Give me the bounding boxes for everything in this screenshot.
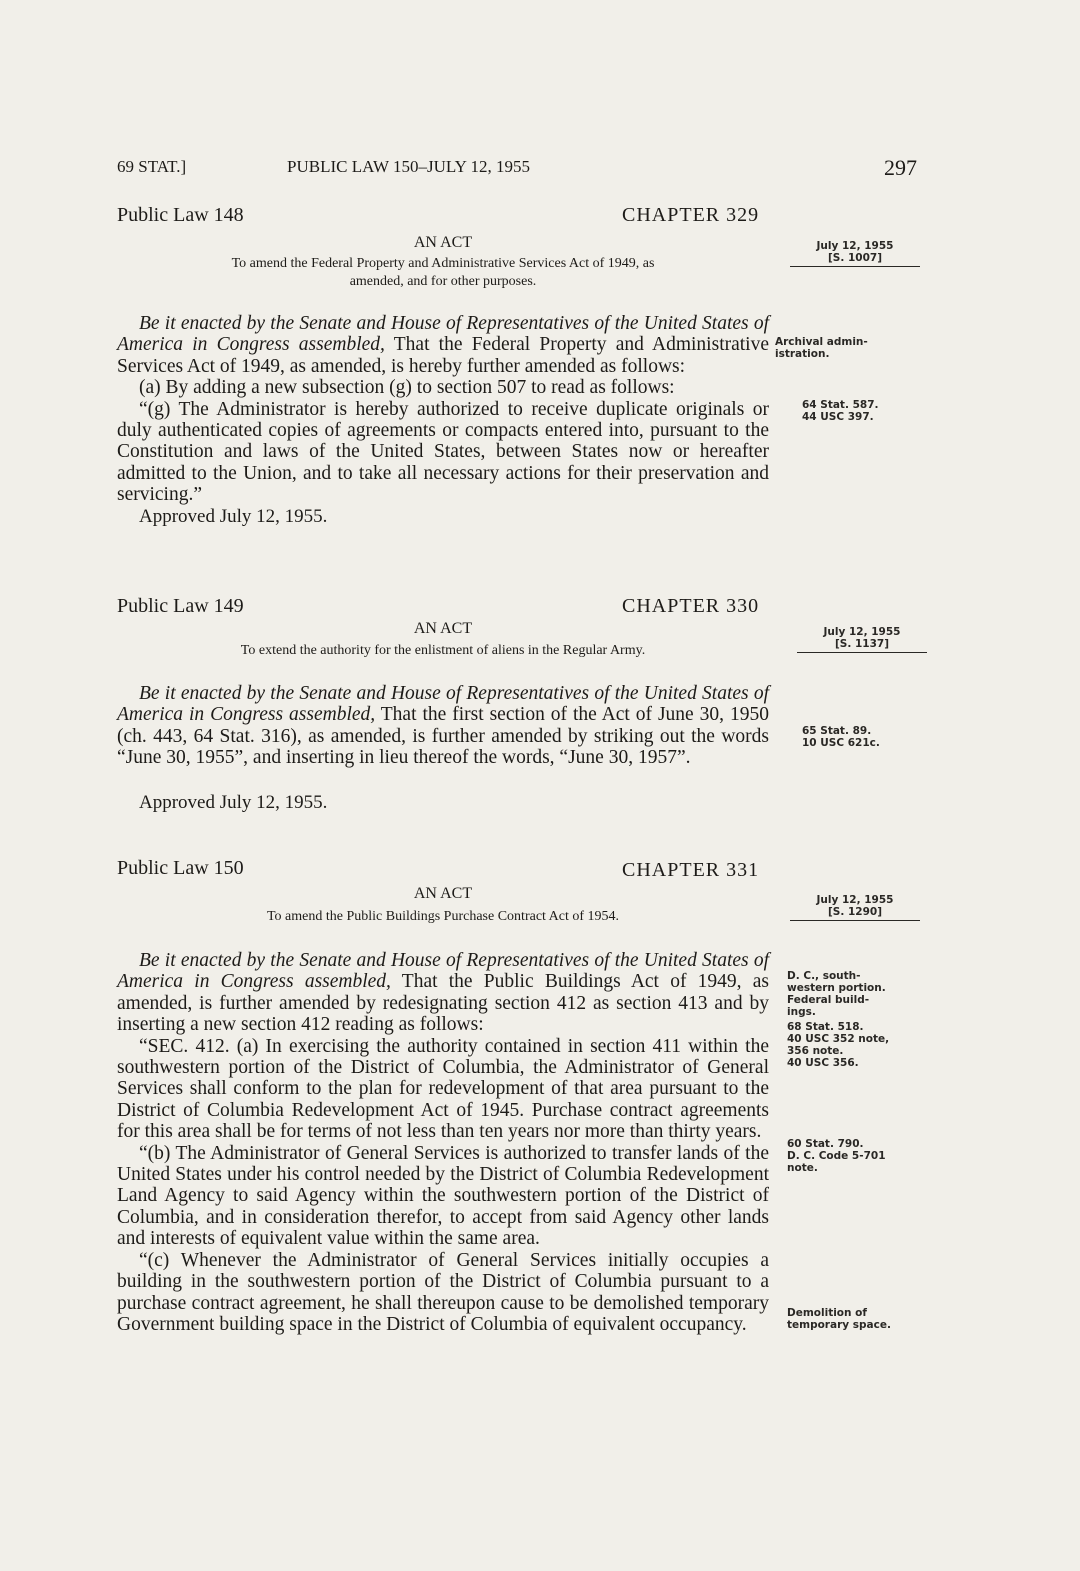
law-148-enacting-clause — [117, 313, 769, 377]
margin-note-line: ings. — [787, 1006, 816, 1018]
law-148-body — [117, 313, 769, 527]
law-148-paragraph-g: “(g) The Administrator is hereby authorized to receive duplicate originals or duly authenticated copies of agreements or compacts entered into, pursuant to the Constitution and laws of the United States, between States now or hereafter admitted to the Union, and to take all necessary actions for their preservation and servicing.” — [117, 398, 769, 506]
law-149-body — [117, 683, 769, 769]
law-148-margin-note — [775, 336, 868, 360]
law-149-title: Public Law 149 — [117, 595, 244, 617]
margin-note-line: istration. — [775, 348, 830, 360]
header-title: PUBLIC LAW 150–JULY 12, 1955 — [287, 157, 530, 176]
law-149-margin-date — [797, 626, 927, 653]
law-149-margin-citation — [802, 725, 880, 749]
law-150-section-412-a: “SEC. 412. (a) In exercising the authority contained in section 411 within the southwestern portion of the District of Columbia, the Administrator of General Services shall conform to the plan for redevelopment of that area pursuant to the District of Columbia Redevelopment Act of 1945. Purchase contract agreements for this area shall be for terms of not less than ten years nor more than thirty years. — [117, 1035, 769, 1143]
margin-bill-number: [S. 1137] — [834, 638, 890, 650]
margin-citation-line: 68 Stat. 518. — [787, 1021, 864, 1033]
margin-note-line: Demolition of — [787, 1307, 867, 1319]
enacting-formula: Be it enacted by the Senate and House of Representatives of the United States of America in Congress assembled, — [117, 313, 769, 356]
margin-date-line: July 12, 1955 — [823, 626, 901, 638]
margin-bill-number: [S. 1290] — [827, 906, 883, 918]
law-150-section-412-c: “(c) Whenever the Administrator of General Services initially occupies a building in the southwestern portion of the District of Columbia pursuant to a purchase contract agreement, he shall thereupon cause to be demolished temporary Government building space in the District of Columbia of equivalent occupancy. — [117, 1249, 769, 1335]
law-150-margin-citation-2 — [787, 1138, 886, 1174]
law-148-purpose-line-1: To amend the Federal Property and Administrative Services Act of 1949, as — [231, 256, 655, 271]
margin-note-line: Archival admin- — [775, 336, 868, 348]
law-150-enacting-clause — [117, 950, 769, 1036]
running-header — [117, 157, 917, 187]
margin-citation-line: note. — [787, 1162, 818, 1174]
margin-citation-line: D. C. Code 5-701 — [787, 1150, 886, 1162]
enacting-text: That the first section of the Act of June 30, 1950 (ch. 443, 64 Stat. 316), as amended, is further amended by striking out the words “June 30, 1955”, and inserting in lieu thereof the words, “June 30, 1957”. — [117, 704, 769, 769]
law-148-purpose — [117, 255, 769, 291]
margin-note-line: D. C., south- — [787, 970, 861, 982]
law-150-purpose: To amend the Public Buildings Purchase Contract Act of 1954. — [266, 909, 620, 924]
law-149-an-act: AN ACT — [413, 620, 473, 637]
margin-citation-line: 64 Stat. 587. — [802, 399, 879, 411]
law-150-chapter: CHAPTER 331 — [622, 859, 760, 881]
volume-reference: 69 STAT.] — [117, 157, 187, 176]
enacting-text: That the Federal Property and Administrative Services Act of 1949, as amended, is hereby further amended as follows: — [117, 334, 769, 377]
margin-citation-line: 65 Stat. 89. — [802, 725, 872, 737]
law-148-margin-date — [790, 240, 920, 267]
law-148-margin-citation — [802, 399, 879, 423]
law-150-section-412-b: “(b) The Administrator of General Services is authorized to transfer lands of the United States under his control needed by the District of Columbia Redevelopment Land Agency to said Agency within the southwestern portion of the District of Columbia, and in consideration therefor, to accept from said Agency other lands and interests of equivalent value within the same area. — [117, 1142, 769, 1250]
law-148-an-act: AN ACT — [413, 234, 473, 251]
page-number: 297 — [884, 155, 917, 180]
margin-rule — [790, 920, 920, 921]
margin-date-line: July 12, 1955 — [816, 894, 894, 906]
law-150-margin-note — [787, 970, 886, 1018]
law-149-enacting-clause — [117, 683, 769, 769]
law-148-approved: Approved July 12, 1955. — [139, 505, 328, 527]
margin-citation-line: 10 USC 621c. — [802, 737, 880, 749]
law-149-chapter: CHAPTER 330 — [622, 595, 760, 617]
margin-note-line: temporary space. — [787, 1319, 891, 1331]
enacting-formula: Be it enacted by the Senate and House of Representatives of the United States of America in Congress assembled, — [117, 950, 769, 993]
law-150-margin-note-2 — [787, 1307, 891, 1331]
margin-citation-line: 356 note. — [787, 1045, 844, 1057]
margin-bill-number: [S. 1007] — [827, 252, 883, 264]
law-148-purpose-line-2: amended, and for other purposes. — [349, 274, 537, 289]
margin-note-line: western portion. — [787, 982, 886, 994]
law-149-approved: Approved July 12, 1955. — [139, 792, 328, 813]
enacting-text: That the Public Buildings Act of 1949, as amended, is further amended by redesignating section 412 as section 413 and by inserting a new section 412 reading as follows: — [117, 971, 769, 1036]
margin-citation-line: 40 USC 356. — [787, 1057, 859, 1069]
margin-note-line: Federal build- — [787, 994, 870, 1006]
margin-citation-line: 40 USC 352 note, — [787, 1033, 890, 1045]
law-150-margin-citation — [787, 1021, 889, 1069]
margin-rule — [797, 652, 927, 653]
enacting-formula: Be it enacted by the Senate and House of Representatives of the United States of America in Congress assembled, — [117, 683, 769, 726]
law-148-title: Public Law 148 — [117, 204, 244, 226]
margin-date-line: July 12, 1955 — [816, 240, 894, 252]
law-150-body — [117, 950, 769, 1335]
margin-citation-line: 44 USC 397. — [802, 411, 874, 423]
margin-citation-line: 60 Stat. 790. — [787, 1138, 864, 1150]
law-150-margin-date — [790, 894, 920, 921]
law-148-chapter: CHAPTER 329 — [622, 204, 760, 226]
law-148-paragraph-a: (a) By adding a new subsection (g) to section 507 to read as follows: — [139, 377, 675, 399]
law-150-an-act: AN ACT — [413, 885, 473, 902]
law-150-title: Public Law 150 — [117, 857, 244, 879]
law-149-purpose: To extend the authority for the enlistment of aliens in the Regular Army. — [240, 643, 646, 658]
margin-rule — [790, 266, 920, 267]
